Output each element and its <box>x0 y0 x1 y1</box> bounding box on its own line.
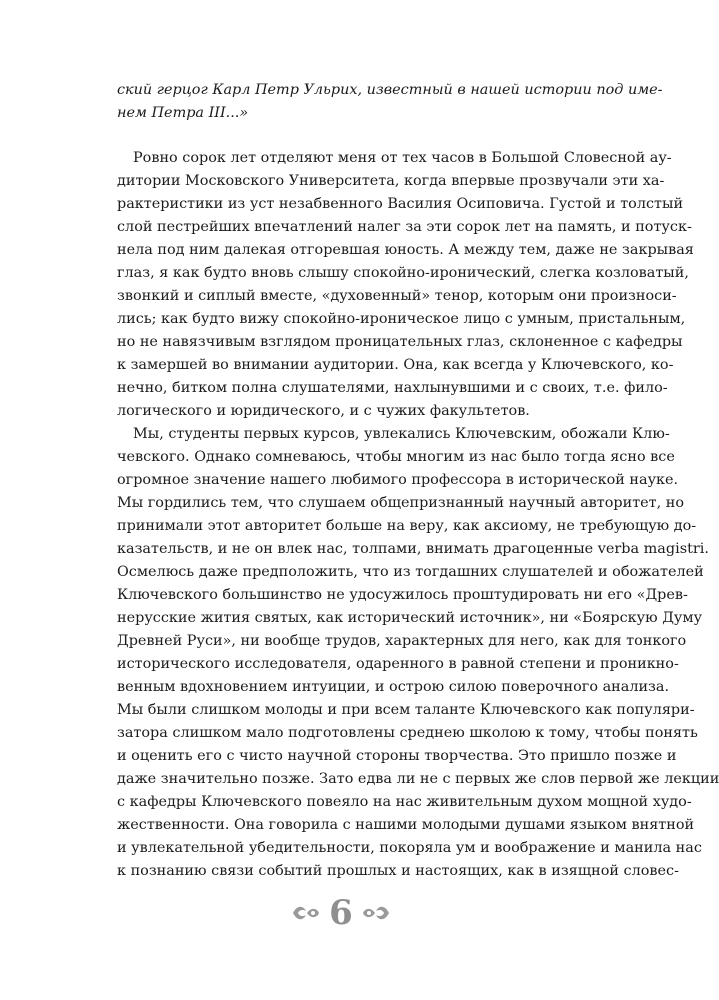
text-line: логического и юридического, и с чужих факультетов. <box>117 403 530 419</box>
text-line: рактеристики из уст незабвенного Василия Осиповича. Густой и толстый <box>117 196 684 212</box>
text-line: ский герцог Карл Петр Ульрих, известный в нашей истории под име- <box>117 82 663 98</box>
floral-ornament-icon <box>361 902 391 924</box>
text-line: и увлекательной убедительности, покоряла ум и воображение и манила нас <box>117 840 702 856</box>
text-line: нечно, битком полна слушателями, нахлынувшими и с своих, т.е. фило- <box>117 380 668 396</box>
text-line: к познанию связи событий прошлых и настоящих, как в изящной словес- <box>117 863 679 879</box>
page-folio <box>0 888 682 938</box>
text-line: дитории Московского Университета, когда впервые прозвучали эти ха- <box>117 173 665 189</box>
text-line: Мы, студенты первых курсов, увлекались Ключевским, обожали Клю- <box>133 426 670 442</box>
text-line: огромное значение нашего любимого профессора в исторической науке. <box>117 472 679 488</box>
text-line: затора слишком мало подготовлены среднею школою к тому, чтобы понять <box>117 725 698 741</box>
page-number: 6 <box>329 893 353 933</box>
text-line: Мы были слишком молоды и при всем таланте Ключевского как популяри- <box>117 702 695 718</box>
text-line: чевского. Однако сомневаюсь, чтобы многим из нас было тогда ясно все <box>117 449 675 465</box>
text-line: принимали этот авторитет больше на веру, как аксиому, не требующую до- <box>117 518 697 534</box>
floral-ornament-icon <box>291 902 321 924</box>
text-line: исторического исследователя, одаренного в равной степени и проникно- <box>117 656 679 672</box>
text-line: лись; как будто вижу спокойно-ироническое лицо с умным, пристальным, <box>117 311 686 327</box>
text-line: но не навязчивым взглядом проницательных глаз, склоненное с кафедры <box>117 334 683 350</box>
text-line: нем Петра III...» <box>117 105 249 121</box>
text-line: жественности. Она говорила с нашими молодыми душами языком внятной <box>117 817 695 833</box>
text-line: венным вдохновением интуиции, и острою силою поверочного анализа. <box>117 679 670 695</box>
text-line: Древней Руси», ни вообще трудов, характерных для него, как для тонкого <box>117 633 687 649</box>
text-line: Ровно сорок лет отделяют меня от тех часов в Большой Словесной ау- <box>133 150 672 166</box>
text-line: нерусские жития святых, как исторический источник», ни «Боярскую Думу <box>117 610 703 626</box>
text-line: к замершей во внимании аудитории. Она, как всегда у Ключевского, ко- <box>117 357 674 373</box>
text-line: звонкий и сиплый вместе, «духовенный» тенор, которым они произноси- <box>117 288 677 304</box>
text-line: даже значительно позже. Зато едва ли не с первых же слов первой же лекции <box>117 771 719 787</box>
text-line: и оценить его с чисто научной стороны творчества. Это пришло позже и <box>117 748 677 764</box>
text-line: Ключевского большинство не удосужилось проштудировать ни его «Древ- <box>117 587 688 603</box>
text-line: казательств, и не он влек нас, толпами, внимать драгоценные verba magistri. <box>117 541 709 557</box>
text-line: глаз, я как будто вновь слышу спокойно-иронический, слегка козловатый, <box>117 265 689 281</box>
text-line: Мы гордились тем, что слушаем общепризнанный научный авторитет, но <box>117 495 685 511</box>
text-line: Осмелюсь даже предположить, что из тогдашних слушателей и обожателей <box>117 564 704 580</box>
text-line: слой пестрейших впечатлений налег за эти сорок лет на память, и потуск- <box>117 219 692 235</box>
text-line: нела под ним далекая отгоревшая юность. А между тем, даже не закрывая <box>117 242 694 258</box>
text-line: с кафедры Ключевского повеяло на нас живительным духом мощной худо- <box>117 794 692 810</box>
